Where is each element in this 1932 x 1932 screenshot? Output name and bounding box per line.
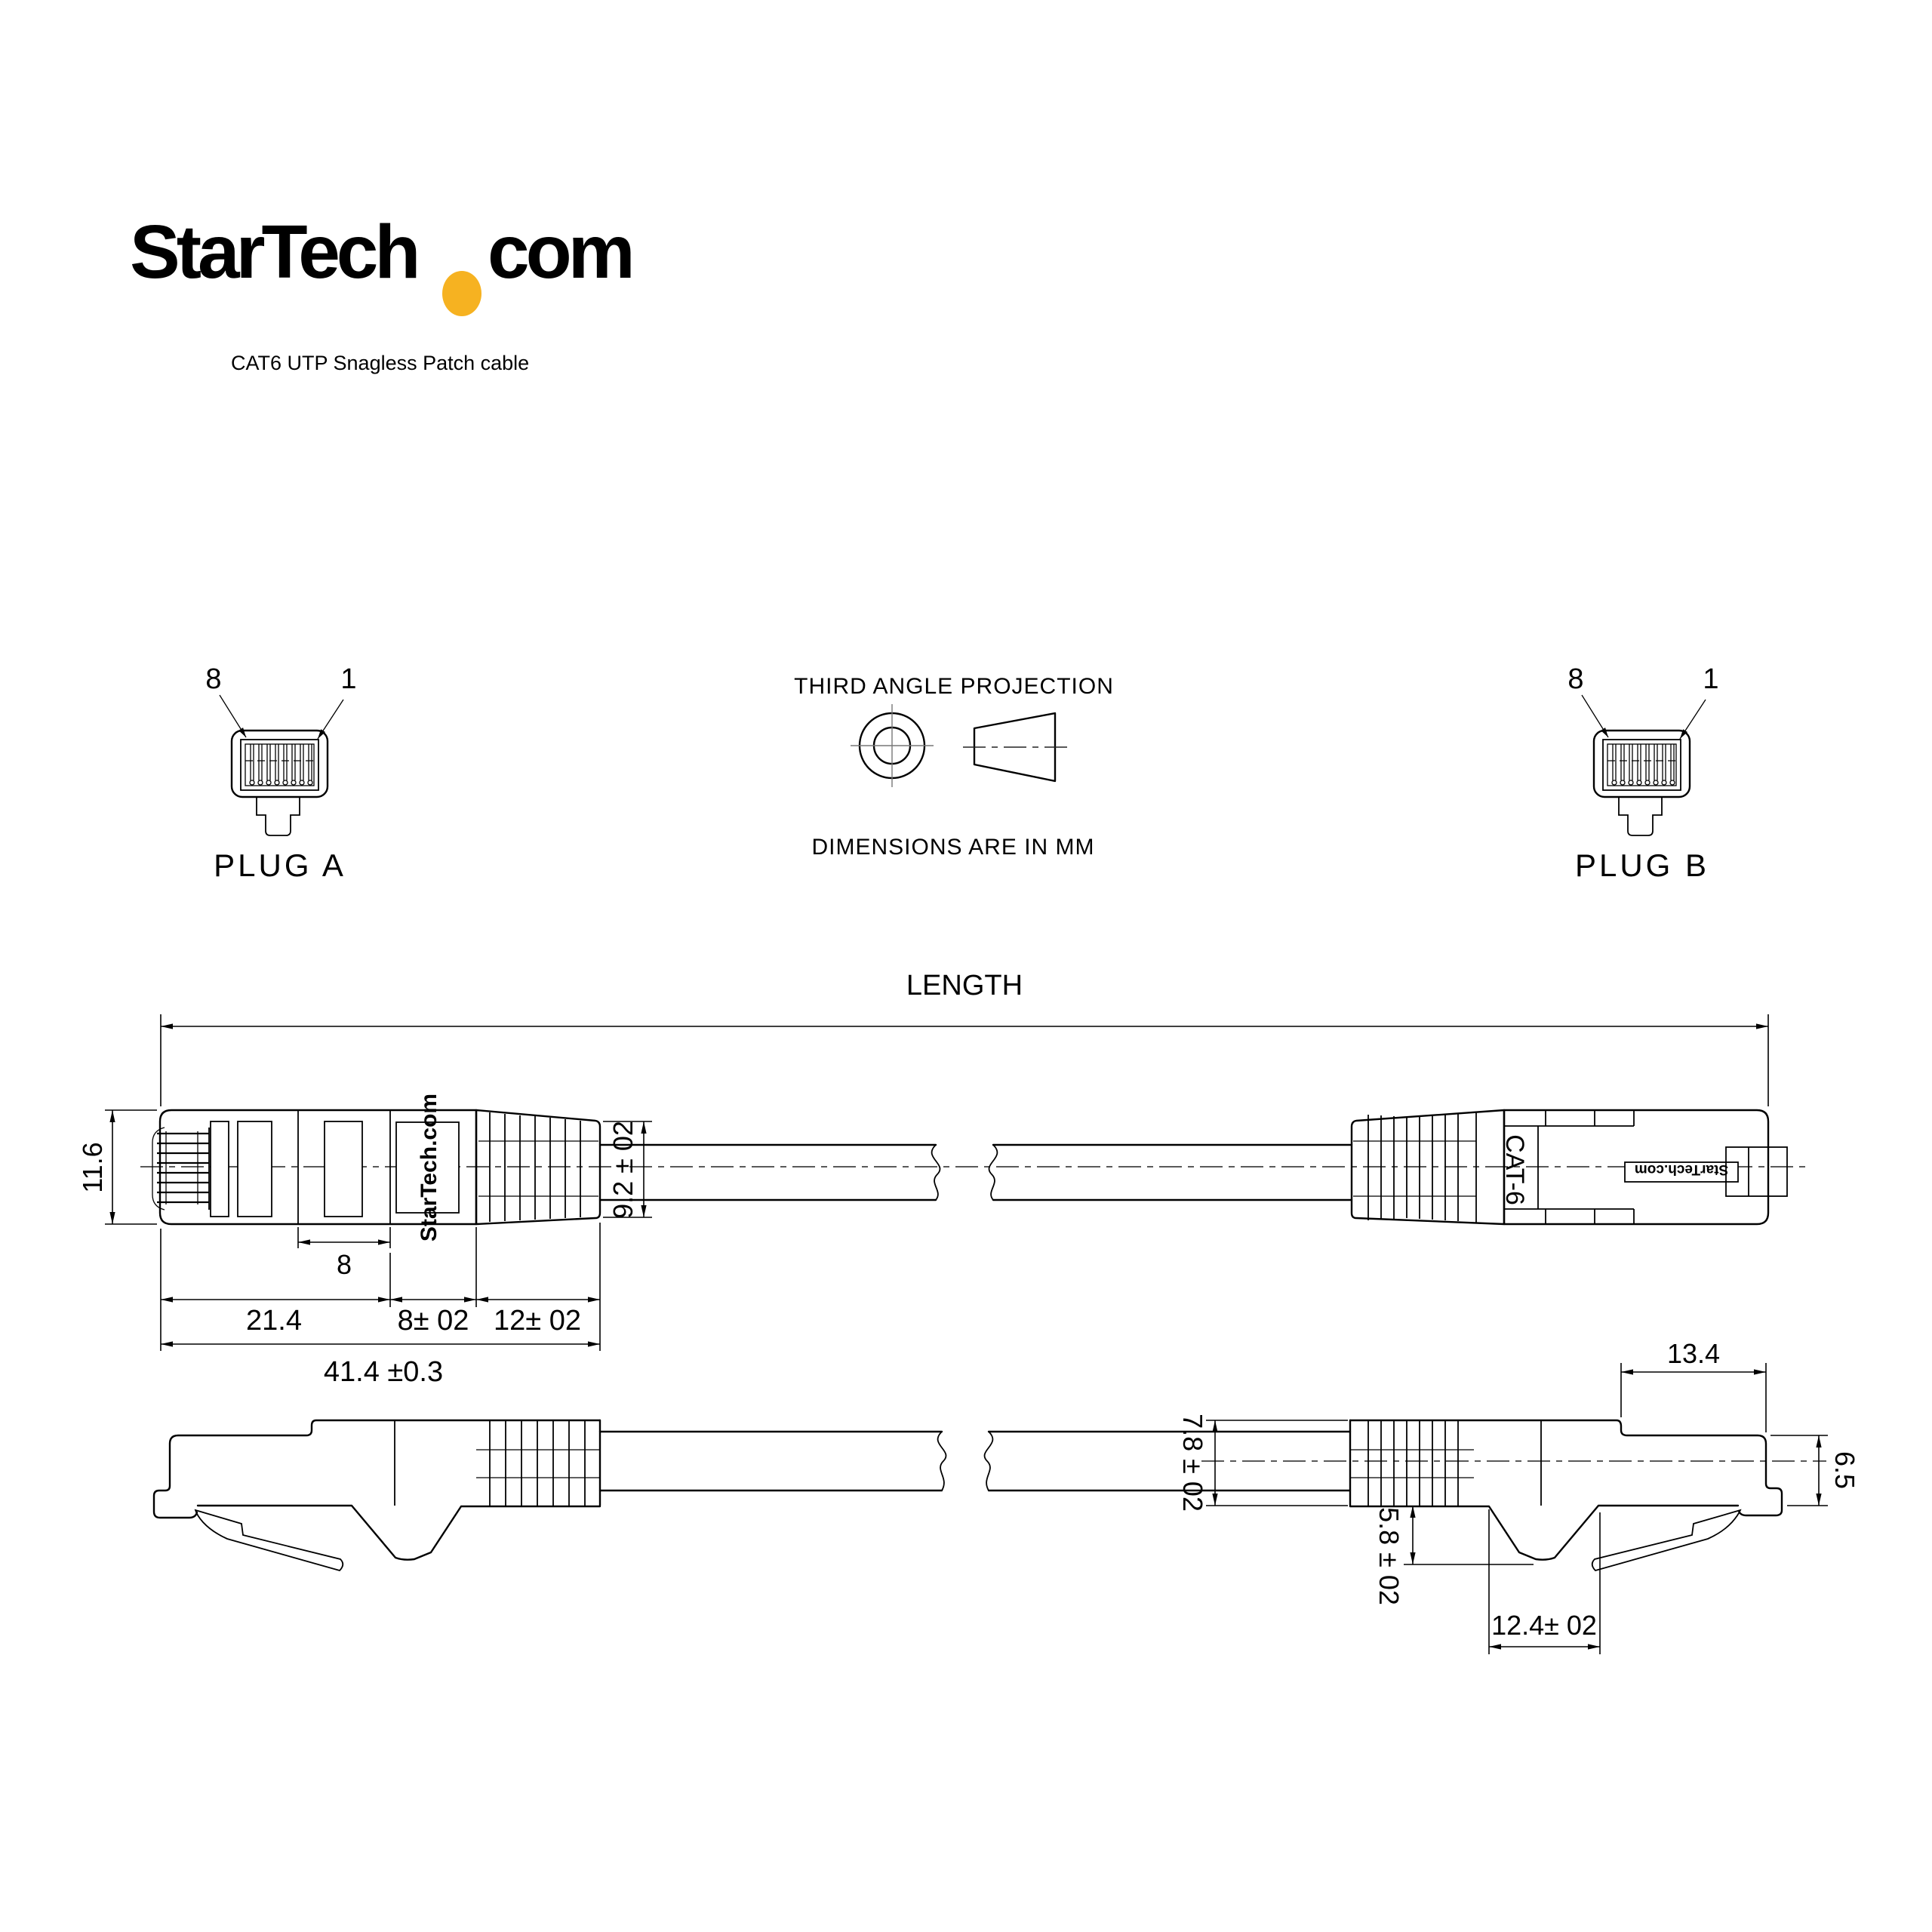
plug-b-side-top-outline <box>1350 1420 1782 1515</box>
plug-b-boot-ribs <box>1353 1112 1476 1223</box>
plug-a-side-bottom-outline <box>198 1506 600 1560</box>
plug-b-front-view <box>1567 663 1718 883</box>
dim-8: 8 <box>336 1249 352 1280</box>
plug-b-side-ribs <box>1350 1420 1474 1506</box>
plug-a-top-view <box>152 1094 600 1241</box>
plug-a-front-view <box>205 663 356 883</box>
dim-11-6: 11.6 <box>77 1142 108 1193</box>
plug-b-pins <box>1607 744 1676 785</box>
logo-text-main: StarTech <box>130 210 417 294</box>
plug-a-latch-lever <box>195 1510 343 1571</box>
side-view-dimensions <box>1177 1338 1860 1654</box>
plug-a-side-top-outline <box>154 1420 600 1518</box>
plug-a-side-view <box>154 1420 600 1571</box>
plug-b-housing <box>1594 731 1690 797</box>
plug-a-slot-1 <box>211 1121 229 1217</box>
plug-b-side-view <box>1350 1420 1782 1571</box>
row1-cable <box>600 1145 1352 1200</box>
row2-cable <box>600 1432 1350 1491</box>
length-dimension <box>161 970 1768 1106</box>
logo-text-suffix: com <box>488 210 632 294</box>
cable-break-left <box>938 1432 946 1491</box>
plug-a-pin1-label: 1 <box>340 663 357 695</box>
dim-21-4: 21.4 <box>246 1305 302 1337</box>
cable-break-right <box>985 1432 993 1491</box>
length-label: LENGTH <box>906 970 1023 1001</box>
cable-break-right <box>989 1145 998 1200</box>
plug-a-caption: PLUG A <box>214 848 346 883</box>
dim-8-02: 8± 02 <box>397 1305 469 1337</box>
plug-b-brand-text: StarTech.com <box>1634 1161 1729 1177</box>
plug-b-side-bottom-outline <box>1350 1506 1738 1560</box>
dim-13-4: 13.4 <box>1666 1338 1721 1369</box>
dim-41-4: 41.4 ±0.3 <box>323 1356 444 1388</box>
dim-12-4: 12.4± 02 <box>1491 1610 1597 1641</box>
dim-12-02: 12± 02 <box>494 1305 581 1337</box>
plug-a-pin1-leader <box>318 700 343 739</box>
plug-b-latch-lever <box>1592 1510 1740 1571</box>
plug-a-latch-tab <box>257 797 300 835</box>
dim-9-2: 9.2 ± 02 <box>608 1121 638 1219</box>
projection-title: THIRD ANGLE PROJECTION <box>794 674 1114 699</box>
plug-b-pin1-label: 1 <box>1703 663 1719 695</box>
plug-b-cat6-text: CAT-6 <box>1500 1134 1529 1205</box>
cable-break-left <box>932 1145 940 1200</box>
units-note: DIMENSIONS ARE IN MM <box>811 835 1095 860</box>
plug-a-side-ribs <box>476 1420 600 1506</box>
plug-a-brand-text: StarTech.com <box>417 1093 441 1242</box>
logo-dot-icon <box>442 271 481 316</box>
third-angle-projection-block <box>794 674 1114 860</box>
plug-b-latch-window-top <box>1504 1110 1634 1126</box>
plug-a-contacts-comb <box>152 1128 209 1210</box>
plug-b-latch-window-bottom <box>1504 1209 1634 1224</box>
startech-logo <box>130 210 632 374</box>
dim-5-8: 5.8 ± 02 <box>1374 1507 1404 1605</box>
plug-b-pin1-leader <box>1680 700 1706 739</box>
dim-7-8: 7.8 ± 02 <box>1177 1414 1208 1512</box>
plug-b-caption: PLUG B <box>1574 848 1710 883</box>
dim-6-5: 6.5 <box>1829 1451 1860 1490</box>
plug-a-housing <box>232 731 328 797</box>
plug-b-latch-tab <box>1619 797 1662 835</box>
plug-a-pin8-label: 8 <box>205 663 222 695</box>
plug-a-pins <box>245 744 314 785</box>
plug-a-slot-3 <box>325 1121 362 1217</box>
plug-b-pin8-label: 8 <box>1567 663 1584 695</box>
third-angle-projection-icon <box>851 704 1067 787</box>
plug-a-slot-2 <box>238 1121 272 1217</box>
product-subtitle: CAT6 UTP Snagless Patch cable <box>231 352 530 374</box>
